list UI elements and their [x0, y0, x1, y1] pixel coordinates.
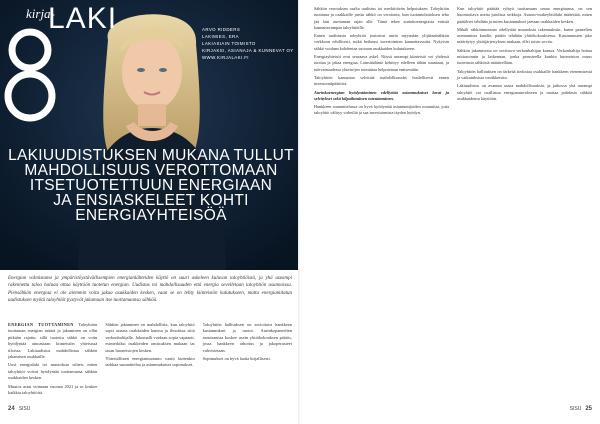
body-paragraph: Energiayhteisöt ovat seuraava askel. Niissä useampi kiinteistö voi yhdessä tuottaa ja jakaa energiaa. Lainsäädäntö kehittyy edelleen tähän suuntaan, ja tulevaisuudessa yhteisöjen toimintaa helpotetaan entisestään. — [314, 54, 449, 72]
body-column — [203, 322, 292, 398]
body-column — [457, 6, 592, 119]
logo-word: LAKI — [48, 2, 118, 35]
body-paragraph: Taloyhtiön hallituksen on arvioitava hankkeen kustannukset ja tuotot. Aurinkopaneelien asentamista koskee usein yhtiökokouksen päätös, jossa hankkeen rahoitus ja jakoperusteet vahvistetaan. — [202, 322, 292, 353]
byline-line: KIRJAKSI, ASIANAJA & KUNNEVAT OY — [202, 48, 294, 53]
article-lead: Energian valmistamo ja ympäristöystävällisempien energianlähteiden käyttö on suuri askeleen kuluvan taloyhtiöistä, ja yhä useampi rakennettu taloa haluaa ottaa käyttöön tuotetun energian. Uudistus toi mahdollisuuden että energia sovelletaan taloyhtiön asunnoissa. Piensähkön energiaa ei ole aiemmin voitu jakaa asukkaiden kesken, vaan se on tehty kiinteistön kulutukseen, mutta energiamitatun uudistuksen myötä taloyhtiöt pystyvät jakamaan itse tuottamaansa sähköä. — [8, 276, 292, 303]
body-paragraph: Taloyhtiön tuottaman energian määrä ja jakaminen on ollut pitkään rajattu, sillä tuotettu sähkö on voitu hyödyntää ainoastaan kiinteistön yhteisissä tiloissa. Lakiuudistus mahdollistaa sähkön jakamisen asukkaille. — [8, 322, 98, 360]
headline-line: ENERGIAYHTEISÖÄ — [75, 207, 227, 224]
headline-line: ITSETUOTETTUUN ENERGIAAN — [29, 177, 273, 194]
body-paragraph: Mikäli sähköntuotanto edellyttää muutoksia rakennuksiin, kuten paneelien asentamista katolle, päätös tehdään yhtiökokouksessa. Kustannusten jako määräytyy yhtiöjärjestyksen mukaan, ellei toisin sovita. — [457, 26, 592, 45]
body-paragraph: Yhteisöllinen energiantuotanto vaatii kuitenkin tarkkaa suunnittelua ja asianmukaiset sopimukset. — [105, 356, 195, 368]
headline-line: MAHDOLLISUUS VEROTTOMAAN — [24, 162, 278, 179]
body-column — [8, 322, 97, 398]
headline-line: LAKIUUDISTUKSEN MUKANA TULLUT — [8, 147, 294, 164]
body-paragraph: Sähkön verotuksen osalta uudistus toi merkittävän helpotuksen. Taloyhtiön tuottama ja osakkaille jaettu sähkö on verotonta, kun tuotantolaitoksen teho jää lain asettaman rajan alle. Tämä tekee aurinkoenergiasta entistä kannattavampaa taloyhtiöille. — [314, 6, 449, 30]
body-paragraph: Taloyhtiön kannattaa selvittää mahdollisuudet huolellisesti ennen investointipäätöstä. — [314, 74, 449, 87]
body-paragraph: Taloyhtiön hallituksen on tärkeää tiedottaa osakkaille hankkeen etenemisestä ja vaikutuksista vastikkeisiin. — [457, 68, 592, 80]
magazine-name: SISU — [18, 406, 31, 412]
headline-line: JA ENSIASKELEET KOHTI — [53, 192, 249, 209]
page-folio-left — [8, 406, 30, 412]
right-page — [300, 0, 600, 424]
byline-line: ARVO RIDDERS — [202, 27, 241, 32]
author-byline — [202, 26, 296, 61]
body-paragraph: Hankkeen suunnittelussa on hyvä hyödyntää asiantuntijoiden osaamista, jotta taloyhtiö välttyy virheiltä ja saa investoinnista täyden hyödyn. — [314, 104, 449, 116]
logo-prefix: kirja- — [26, 6, 55, 21]
byline-line: LAKIMIES, ERA — [202, 34, 239, 39]
article-headline — [6, 148, 296, 223]
body-paragraph: Lakiuudistus on avannut uusia mahdollisuuksia, ja jatkossa yhä useampi taloyhtiö voi osallistua energiamurrokseen ja tuottaa puhdasta sähköä asukkaidensa käyttöön. — [457, 83, 592, 101]
page-folio-right — [570, 406, 592, 412]
body-column — [314, 6, 449, 119]
body-paragraph: Muutos astui voimaan vuonna 2021 ja se koskee kaikkia taloyhtiöitä. — [8, 383, 98, 396]
body-paragraph: Sopimukset on hyvä laatia kirjallisesti. — [202, 356, 271, 362]
magazine-name: SISU — [569, 406, 582, 412]
page-number: 25 — [585, 406, 592, 412]
article-subhead: Aurinkoenergian hyödyntäminen edellyttää asianmukaiset luvat ja selvitykset sekä kilpailutuksen toteuttaminen. — [314, 89, 449, 101]
cover-photo — [0, 0, 300, 270]
body-paragraph: Kun taloyhtiö päättää ryhtyä tuottamaan omaa energiaansa, on sen huomioitava useita juridisia seikkoja. Asunto-osakeyhtiölaki määrittää, miten päätökset tehdään ja miten kustannukset jaetaan osakkaiden kesken. — [457, 6, 592, 24]
brand-logo — [6, 2, 118, 134]
body-paragraph: Uusi energialaki toi muutoksia siihen, miten taloyhtiöt voivat hyödyntää tuottamansa sähkön osakkaiden kesken. — [8, 362, 98, 381]
page-number: 24 — [8, 406, 15, 412]
byline-line: WWW.KIRJALAKI.FI — [202, 55, 249, 60]
right-body-columns — [314, 6, 592, 119]
body-paragraph: Sähkön jakamisesta on sovittava verkonhaltijan kanssa. Verkonhaltija hoitaa mittaroinnin ja laskennan, jonka perusteella kunkin huoneiston osuus tuotetusta sähköstä määritellään. — [457, 47, 592, 66]
byline-line: LAKIASIAIN TOIMISTO — [202, 41, 256, 46]
body-column — [105, 322, 194, 398]
body-paragraph: Sähkön jakaminen on mahdollista, kun taloyhtiö sopii asiasta osakkaiden kanssa ja ilmoittaa siitä verkonhaltijalle. Jakomalli voidaan sopia vapaasti, esimerkiksi osakkeiden omistuksen mukaan tai tasan huoneistojen kesken. — [105, 322, 195, 353]
left-body-columns — [8, 322, 292, 398]
body-paragraph: Ennen uudistusta taloyhtiöt joutuivat usein myymään ylijäämäsähkön verkkoon edullisesti, mikä heikensi investointien kannattavuutta. Nykyisin sähkö voidaan kohdentaa suoraan asukkaiden kulutukseen. — [314, 33, 449, 51]
section-first-line: ENERGIAN TUOTTAMINEN — [8, 322, 74, 327]
